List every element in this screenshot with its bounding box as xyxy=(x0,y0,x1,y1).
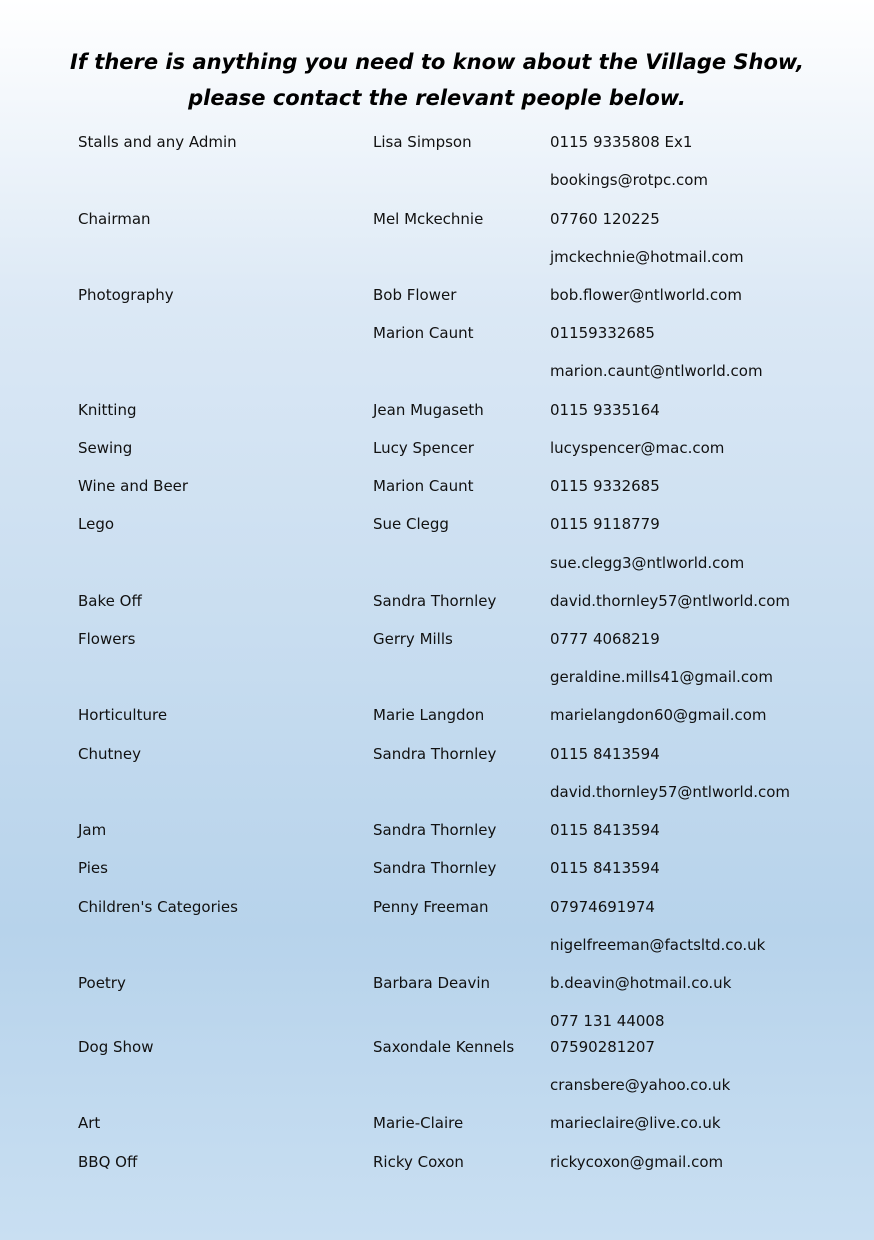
person-cell: Saxondale Kennels xyxy=(373,1038,515,1056)
person-cell: Gerry Mills xyxy=(373,630,453,648)
contact-cell: jmckechnie@hotmail.com xyxy=(550,248,744,266)
contact-cell: sue.clegg3@ntlworld.com xyxy=(550,554,745,572)
category-cell: Photography xyxy=(78,286,174,304)
person-cell: Marie-Claire xyxy=(373,1114,464,1132)
contact-cell: 07590281207 xyxy=(550,1038,655,1056)
person-cell: Lisa Simpson xyxy=(373,133,472,151)
person-cell: Marion Caunt xyxy=(373,324,474,342)
category-cell: Lego xyxy=(78,515,115,533)
category-cell: Children's Categories xyxy=(78,898,238,916)
category-cell: Chairman xyxy=(78,210,151,228)
contact-cell: b.deavin@hotmail.co.uk xyxy=(550,974,732,992)
contact-cell: 0115 8413594 xyxy=(550,859,660,877)
category-cell: BBQ Off xyxy=(78,1153,138,1171)
category-cell: Sewing xyxy=(78,439,133,457)
contact-cell: david.thornley57@ntlworld.com xyxy=(550,783,791,801)
person-cell: Ricky Coxon xyxy=(373,1153,464,1171)
person-cell: Sandra Thornley xyxy=(373,859,497,877)
contact-cell: 07760 120225 xyxy=(550,210,660,228)
person-cell: Lucy Spencer xyxy=(373,439,474,457)
contact-cell: 0115 8413594 xyxy=(550,821,660,839)
contact-cell: marieclaire@live.co.uk xyxy=(550,1114,721,1132)
person-cell: Sandra Thornley xyxy=(373,592,497,610)
person-cell: Penny Freeman xyxy=(373,898,489,916)
category-cell: Chutney xyxy=(78,745,141,763)
category-cell: Knitting xyxy=(78,401,137,419)
contact-cell: rickycoxon@gmail.com xyxy=(550,1153,724,1171)
contact-cell: marielangdon60@gmail.com xyxy=(550,706,767,724)
contact-cell: david.thornley57@ntlworld.com xyxy=(550,592,791,610)
contact-cell: 0115 9335164 xyxy=(550,401,660,419)
category-cell: Wine and Beer xyxy=(78,477,189,495)
person-cell: Sue Clegg xyxy=(373,515,449,533)
person-cell: Sandra Thornley xyxy=(373,745,497,763)
category-cell: Horticulture xyxy=(78,706,168,724)
contact-cell: 0115 9118779 xyxy=(550,515,660,533)
contact-cell: bookings@rotpc.com xyxy=(550,171,709,189)
category-cell: Dog Show xyxy=(78,1038,154,1056)
contact-cell: 07974691974 xyxy=(550,898,655,916)
heading-line-1: If there is anything you need to know about the Village Show, xyxy=(70,50,804,74)
contact-cell: nigelfreeman@factsltd.co.uk xyxy=(550,936,766,954)
person-cell: Barbara Deavin xyxy=(373,974,491,992)
category-cell: Poetry xyxy=(78,974,126,992)
contact-cell: 077 131 44008 xyxy=(550,1012,665,1030)
contact-cell: marion.caunt@ntlworld.com xyxy=(550,362,763,380)
contact-cell: lucyspencer@mac.com xyxy=(550,439,725,457)
person-cell: Bob Flower xyxy=(373,286,457,304)
person-cell: Jean Mugaseth xyxy=(373,401,484,419)
category-cell: Art xyxy=(78,1114,101,1132)
category-cell: Pies xyxy=(78,859,108,877)
contact-cell: bob.flower@ntlworld.com xyxy=(550,286,742,304)
category-cell: Flowers xyxy=(78,630,136,648)
contact-cell: 0115 9332685 xyxy=(550,477,660,495)
contact-cell: 0115 8413594 xyxy=(550,745,660,763)
category-cell: Bake Off xyxy=(78,592,142,610)
category-cell: Jam xyxy=(78,821,107,839)
heading-line-2: please contact the relevant people below. xyxy=(188,86,686,110)
category-cell: Stalls and any Admin xyxy=(78,133,237,151)
contact-cell: 01159332685 xyxy=(550,324,655,342)
contact-cell: geraldine.mills41@gmail.com xyxy=(550,668,773,686)
contact-cell: cransbere@yahoo.co.uk xyxy=(550,1076,731,1094)
contact-cell: 0115 9335808 Ex1 xyxy=(550,133,693,151)
person-cell: Marion Caunt xyxy=(373,477,474,495)
contact-cell: 0777 4068219 xyxy=(550,630,660,648)
person-cell: Sandra Thornley xyxy=(373,821,497,839)
person-cell: Mel Mckechnie xyxy=(373,210,484,228)
person-cell: Marie Langdon xyxy=(373,706,485,724)
